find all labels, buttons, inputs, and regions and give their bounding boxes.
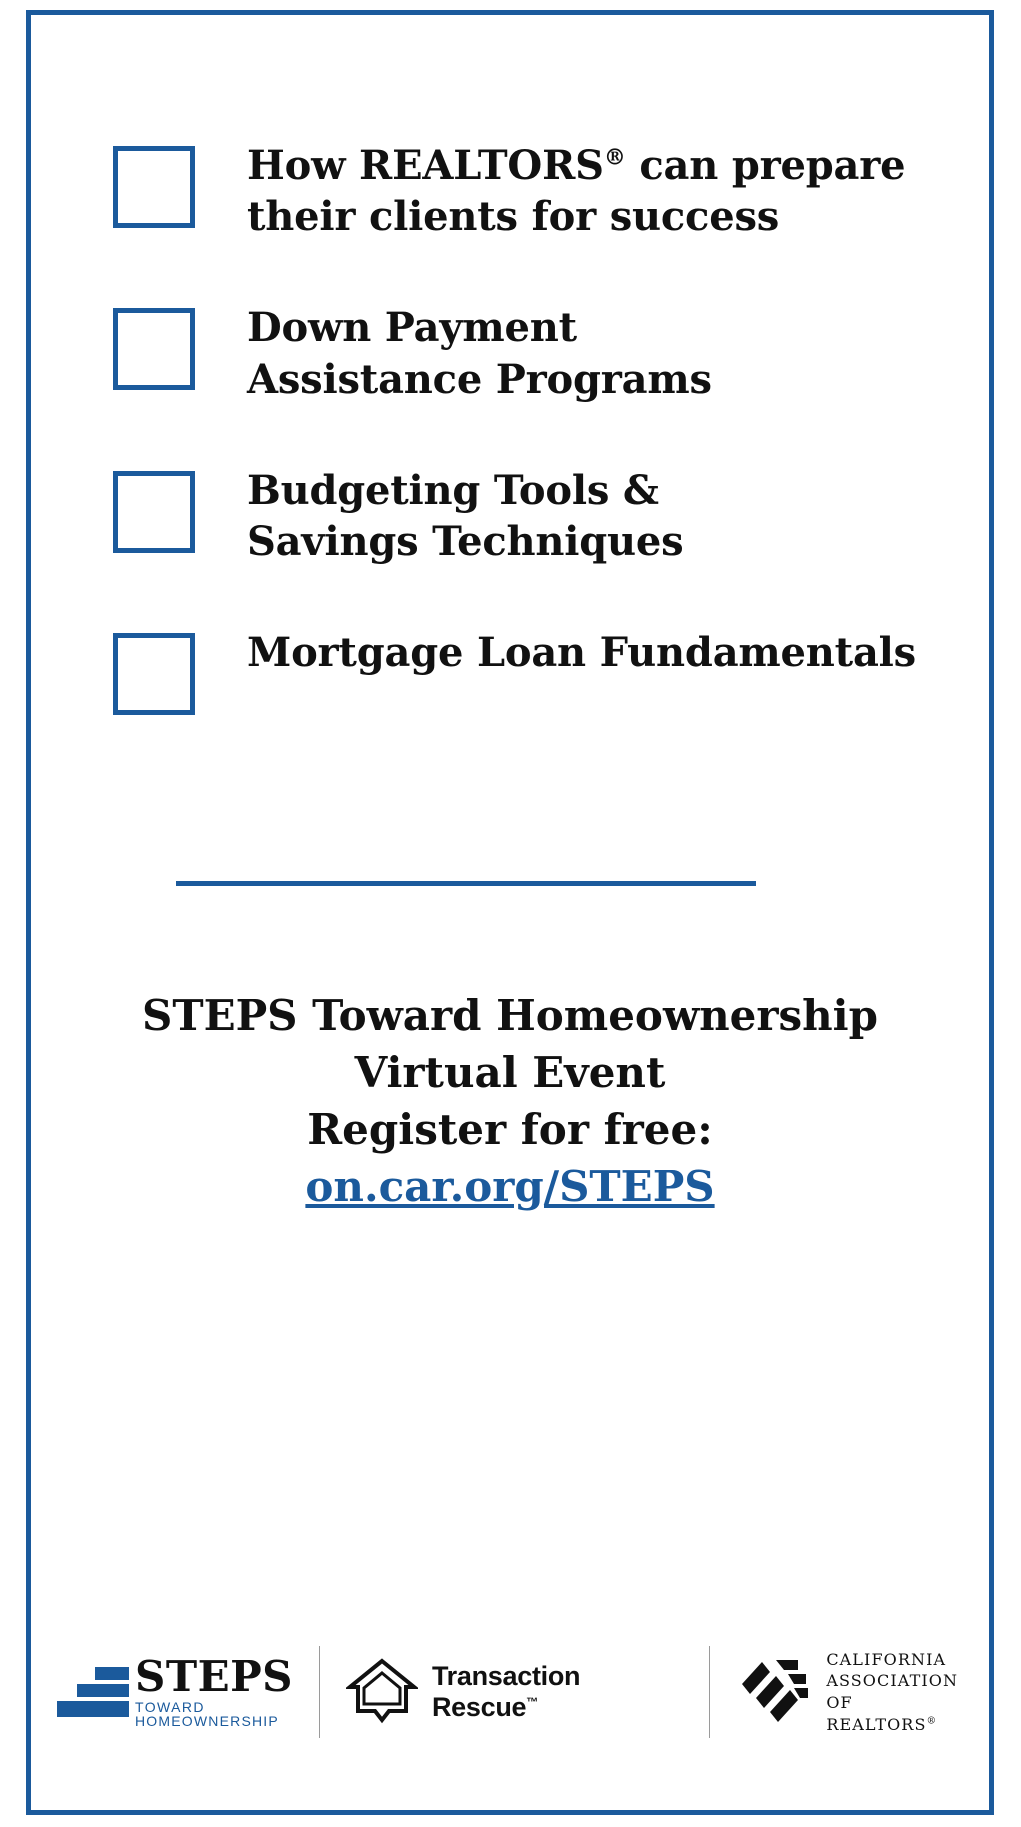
- trademark-mark: ™: [526, 1695, 539, 1709]
- transaction-rescue-logo-cell: [320, 1646, 709, 1738]
- car-line-2: ASSOCIATION: [826, 1671, 959, 1691]
- list-item: [31, 627, 989, 715]
- cta-line-1: STEPS Toward Homeownership: [142, 991, 878, 1040]
- checklist-item-4-line1: Mortgage Loan Fundamentals: [247, 629, 916, 677]
- steps-tagline-1: TOWARD: [135, 1699, 205, 1715]
- list-item: [31, 302, 989, 404]
- checklist-item-2-line2: Assistance Programs: [247, 355, 712, 403]
- car-line-3: OF REALTORS: [826, 1693, 927, 1734]
- car-logo-cell: [710, 1646, 989, 1738]
- registered-mark: ®: [603, 144, 626, 171]
- poster-frame: [26, 10, 994, 1815]
- checklist-item-label: [247, 627, 916, 678]
- registered-mark: ®: [926, 1715, 938, 1727]
- checklist-item-1-line2: their clients for success: [247, 193, 780, 241]
- list-item: [31, 140, 989, 242]
- checkbox-icon[interactable]: [113, 146, 195, 228]
- steps-logo-cell: [31, 1646, 319, 1738]
- car-emblem-icon: [736, 1654, 812, 1731]
- transaction-rescue-logo: [346, 1656, 683, 1729]
- checklist: [31, 140, 989, 775]
- steps-tagline-2: HOMEOWNERSHIP: [135, 1713, 279, 1729]
- checkbox-icon[interactable]: [113, 308, 195, 390]
- cta-line-3: Register for free:: [307, 1105, 713, 1155]
- divider: [176, 881, 756, 886]
- checklist-item-1-line1: How REALTORS: [247, 142, 604, 189]
- checklist-item-1-line1b: can prepare: [625, 142, 906, 189]
- call-to-action: [31, 987, 989, 1215]
- checklist-item-3-line2: Savings Techniques: [247, 517, 684, 565]
- registration-link[interactable]: on.car.org/STEPS: [305, 1162, 715, 1212]
- house-icon: [346, 1656, 418, 1729]
- steps-logo-text: [135, 1652, 294, 1729]
- car-wordmark: [826, 1649, 963, 1735]
- car-line-1: CALIFORNIA: [826, 1649, 947, 1669]
- california-association-of-realtors-logo: [736, 1649, 963, 1735]
- checklist-item-label: [247, 465, 684, 567]
- list-item: [31, 465, 989, 567]
- footer-logos: [31, 1646, 989, 1738]
- cta-line-2: Virtual Event: [354, 1048, 666, 1098]
- checkbox-icon[interactable]: [113, 471, 195, 553]
- checkbox-icon[interactable]: [113, 633, 195, 715]
- transaction-rescue-wordmark: Transaction Rescue™: [431, 1661, 581, 1722]
- checklist-item-2-line1: Down Payment: [247, 304, 577, 352]
- checklist-item-label: [247, 140, 905, 242]
- steps-logo: [57, 1652, 294, 1729]
- steps-stairs-icon: [57, 1663, 129, 1721]
- checklist-item-label: [247, 302, 712, 404]
- checklist-item-3-line1: Budgeting Tools &: [247, 466, 659, 514]
- steps-wordmark: STEPS: [135, 1652, 294, 1701]
